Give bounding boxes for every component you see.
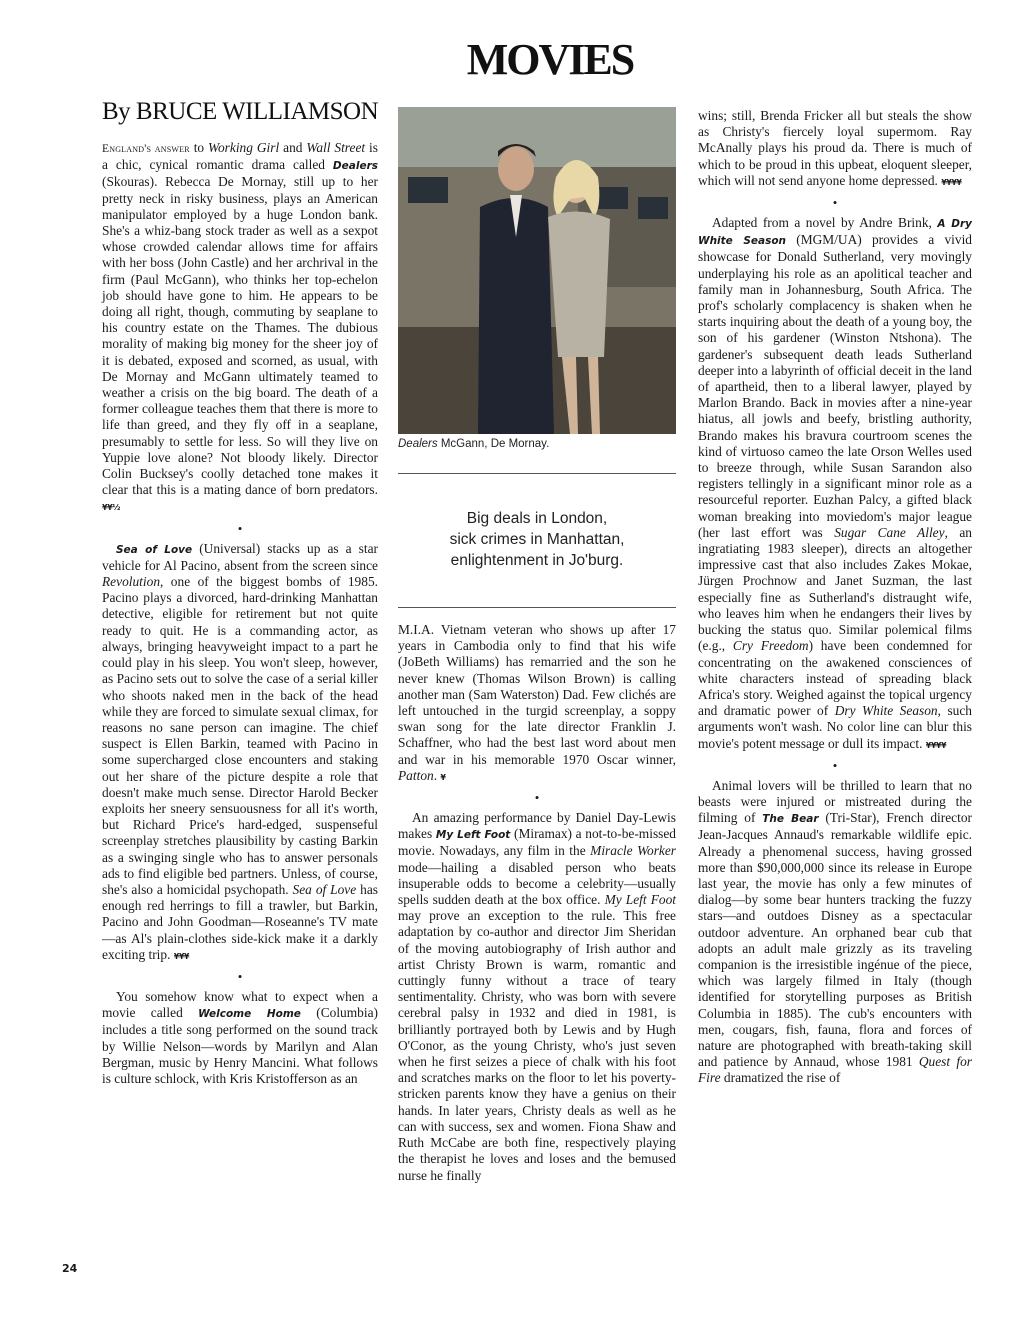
column-3: [698, 108, 972, 1087]
divider-top: [398, 473, 676, 474]
review-sea-of-love: Sea of Love (Universal) stacks up as a star vehicle for Al Pacino, absent from the screen since Revolution, one of the biggest bombs of 1985. Pacino plays a divorced, hard-drinking Manhattan detective, eligible for retirement but not quite ready to quit. He is a commanding actor, as always, bringing heavyweight impact to a part he could play in his sleep. You won't sleep, however, as Pacino sets out to solve the case of a serial killer who shoots naked men in the back of the head while they are forced to simulate sexual climax, for reasons no sane person can imagine. The chief suspect is Ellen Barkin, teamed with Pacino in some supercharged close encounters and staking out her share of the picture despite a role that doesn't make much sense. Director Harold Becker exploits her sneery sensuousness for all it's worth, but Richard Price's hard-edged, suspenseful screenplay stretches plausibility by casting Barkin as a swinging single who has to answer personals ads to find eligible bed partners. Unless, of course, she's also a homicidal psychopath. Sea of Love has enough red herrings to fill a trawler, but Barkin, Pacino and John Goodman—Roseanne's TV mate—as Al's plain-clothes side-kick make it a darkly exciting trip. ¥¥¥: [102, 540, 378, 962]
review-dealers: England's answer to Working Girl and Wall Street is a chic, cynical romantic drama called Dealers (Skouras). Rebecca De Mornay, still up to her pretty neck in risky business, plays an American manipulator employed by a huge London bank. She's a whiz-bang stock trader as well as a sexpot whose crowded calendar allows time for affairs with her boss (John Castle) and her archrival in the firm (Paul McGann), who thinks her top-echelon job should have gone to him. He appears to be doing all right, though, commuting by seaplane to his country estate on the Thames. The dubious morality of making big money for the sheer joy of it is debated, exposed and scorned, as usual, with De Mornay and McGann ultimately teamed to weather a crisis on the big board. The death of a former colleague teaches them that there is more to life than greed, and they fly off in a seaplane, presumably to settle for less. So will they live on Yuppie love alone? Not bloody likely. Director Colin Bucksey's coolly detached tone makes it clear that this is a mating dance of born predators. ¥¥½: [102, 140, 378, 513]
film-ref: Revolution: [102, 574, 161, 590]
rating: ¥¥¥¥: [925, 740, 947, 750]
film-title: Welcome Home: [198, 1008, 301, 1021]
film-ref: Working Girl: [208, 140, 280, 155]
film-still-photo: [398, 107, 676, 434]
section-bullet: •: [832, 195, 838, 211]
film-ref: Cry Freedom: [732, 638, 809, 654]
page-number: 24: [62, 1262, 78, 1275]
section-bullet: •: [534, 790, 540, 806]
film-title: The Bear: [762, 813, 819, 826]
review-my-left-foot-cont: wins; still, Brenda Fricker all but steals the show as Christy's fiercely loyal supermom. Ray McAnally plays his proud da. There is much of which to be proud in this upbeat, eloquent sleeper, which will not send anyone home depressed. ¥¥¥¥: [698, 108, 972, 188]
rating: ¥¥½: [102, 503, 120, 513]
film-ref: Sugar Cane Alley: [834, 524, 945, 540]
review-my-left-foot: An amazing performance by Daniel Day-Lewis makes My Left Foot (Miramax) a not-to-be-missed movie. Nowadays, any film in the Miracle Worker mode—hailing a disabled person who beats insuperable odds to become a celebrity—usually spells sudden death at the box office. My Left Foot may prove an exception to the rule. This free adaptation by co-author and director Jim Sheridan of the moving autobiography of Irish author and artist Christy Brown is warm, romantic and cuttingly funny without a trace of teary sentimentality. Christy, who was born with severe cerebral palsy in 1932 and died in 1981, is brilliantly portrayed both by Lewis and by Hugh O'Conor, as the young Christy, who's just seven when he first seizes a piece of chalk with his foot and scratches marks on the floor to let his poverty-stricken parents know they have a genius on their hands. In later years, Christy deals as well as he can with success, sex and women. Fiona Shaw and Ruth McCabe are both fine, respectively playing the therapist he loves and loses and the bemused nurse he finally: [398, 810, 677, 1183]
section-title: MOVIES: [466, 35, 634, 84]
rating: ¥¥¥: [173, 951, 189, 961]
film-ref: Quest for Fire: [698, 1054, 972, 1086]
review-the-bear: Animal lovers will be thrilled to learn that no beasts were injured or mistreated during the filming of The Bear (Tri-Star), French director Jean-Jacques Annaud's remarkable wildlife epic. Already a phenomenal success, having grossed more than $90,000,000 since its release in Europe last year, the movie has only a few minutes of dialog—by some bear hunters tracking the fuzzy stars—and outdoes Disney as a spectacular outdoor adventure. An orphaned bear cub that adopts an adult male grizzly as its traveling companion is the irresistible ingénue of the piece, which was largely filmed in Italy (though identified for storytelling purposes as British Columbia in 1885). The cub's encounters with men, cougars, fish, fauna, flora and forces of nature are photographed with breath-taking skill and patience by Annaud, whose 1981 Quest for Fire dramatized the rise of: [698, 777, 972, 1086]
byline: By BRUCE WILLIAMSON: [102, 98, 379, 125]
film-ref: Miracle Worker: [590, 843, 676, 859]
film-ref: Dry White Season: [834, 703, 938, 719]
column-1: [102, 140, 378, 1087]
film-ref: Wall Street: [306, 140, 366, 155]
film-ref: My Left Foot: [604, 892, 676, 908]
photo-caption: Dealers McGann, De Mornay.: [398, 438, 550, 450]
rating: ¥: [440, 772, 446, 782]
review-welcome-home: You somehow know what to expect when a movie called Welcome Home (Columbia) includes a title song performed on the sound track by Willie Nelson—words by Marilyn and Alan Bergman, music by Henry Mancini. What follows is culture schlock, with Kris Kristofferson as an: [102, 988, 378, 1086]
review-welcome-home-cont: M.I.A. Vietnam veteran who shows up after 17 years in Cambodia only to find that his wife (JoBeth Williams) has remarried and the son he never knew (Thomas Wilson Brown) is calling another man (Sam Waterston) Dad. Few clichés are left untouched in the turgid screenplay, a soppy swan song for the late director Franklin J. Schaffner, who had the best last word about men and war in his memorable 1970 Oscar winner, Patton. ¥: [398, 622, 676, 783]
film-ref: Patton: [398, 767, 434, 783]
film-title: My Left Foot: [435, 829, 511, 842]
review-dry-white-season: Adapted from a novel by Andre Brink, A Dry White Season (MGM/UA) provides a vivid showcase for Donald Sutherland, very movingly underplaying his role as an apolitical teacher and family man in Johannesburg, South Africa. The prof's scholarly complacency is shaken when he starts inquiring about the death of a young boy, the son of his gardener (Winston Ntshona). The gardener's subsequent death leads Sutherland deeper into a labyrinth of official deceit in the land of apartheid, then to a liberal lawyer, played by Marlon Brando. Back in movies after a nine-year hiatus, all jowls and beefy, bristling authority, Brando makes his bravura courtroom scenes the kind of virtuoso cameo the late Orson Welles used to breeze through, while Susan Sarandon also registers tellingly in a significant minor role as a resourceful reporter. Euzhan Palcy, a gifted black woman breaking into moviedom's major league (her last effort was Sugar Cane Alley, an ingratiating 1983 sleeper), directs an altogether impressive cast that also includes Zakes Mokae, Jürgen Prochnow and Janet Suzman, the last especially fine as Sutherland's distraught wife, who leaves him when he endangers their lives by bucking the status quo. Similar polemical films (e.g., Cry Freedom) have been condemned for concentrating on the awakened consciences of white characters instead of spreading black Africa's story. Weighed against the topical urgency and dramatic power of Dry White Season, such arguments won't wash. No color line can blur this movie's potent message or dull its impact. ¥¥¥¥: [698, 215, 973, 751]
rating: ¥¥¥¥: [941, 177, 962, 187]
column-2: [398, 622, 676, 1184]
film-title: Dealers: [332, 160, 378, 173]
section-bullet: •: [832, 757, 838, 773]
divider-bottom: [398, 607, 676, 608]
lead-in: England's answer: [102, 143, 190, 155]
film-title: Sea of Love: [116, 543, 193, 556]
section-bullet: •: [237, 520, 243, 536]
film-ref: Sea of Love: [292, 881, 357, 897]
film-title: A Dry White Season: [698, 218, 973, 248]
section-bullet: •: [237, 968, 243, 984]
pull-quote: Big deals in London, sick crimes in Manhattan, enlightenment in Jo'burg.: [449, 510, 625, 569]
